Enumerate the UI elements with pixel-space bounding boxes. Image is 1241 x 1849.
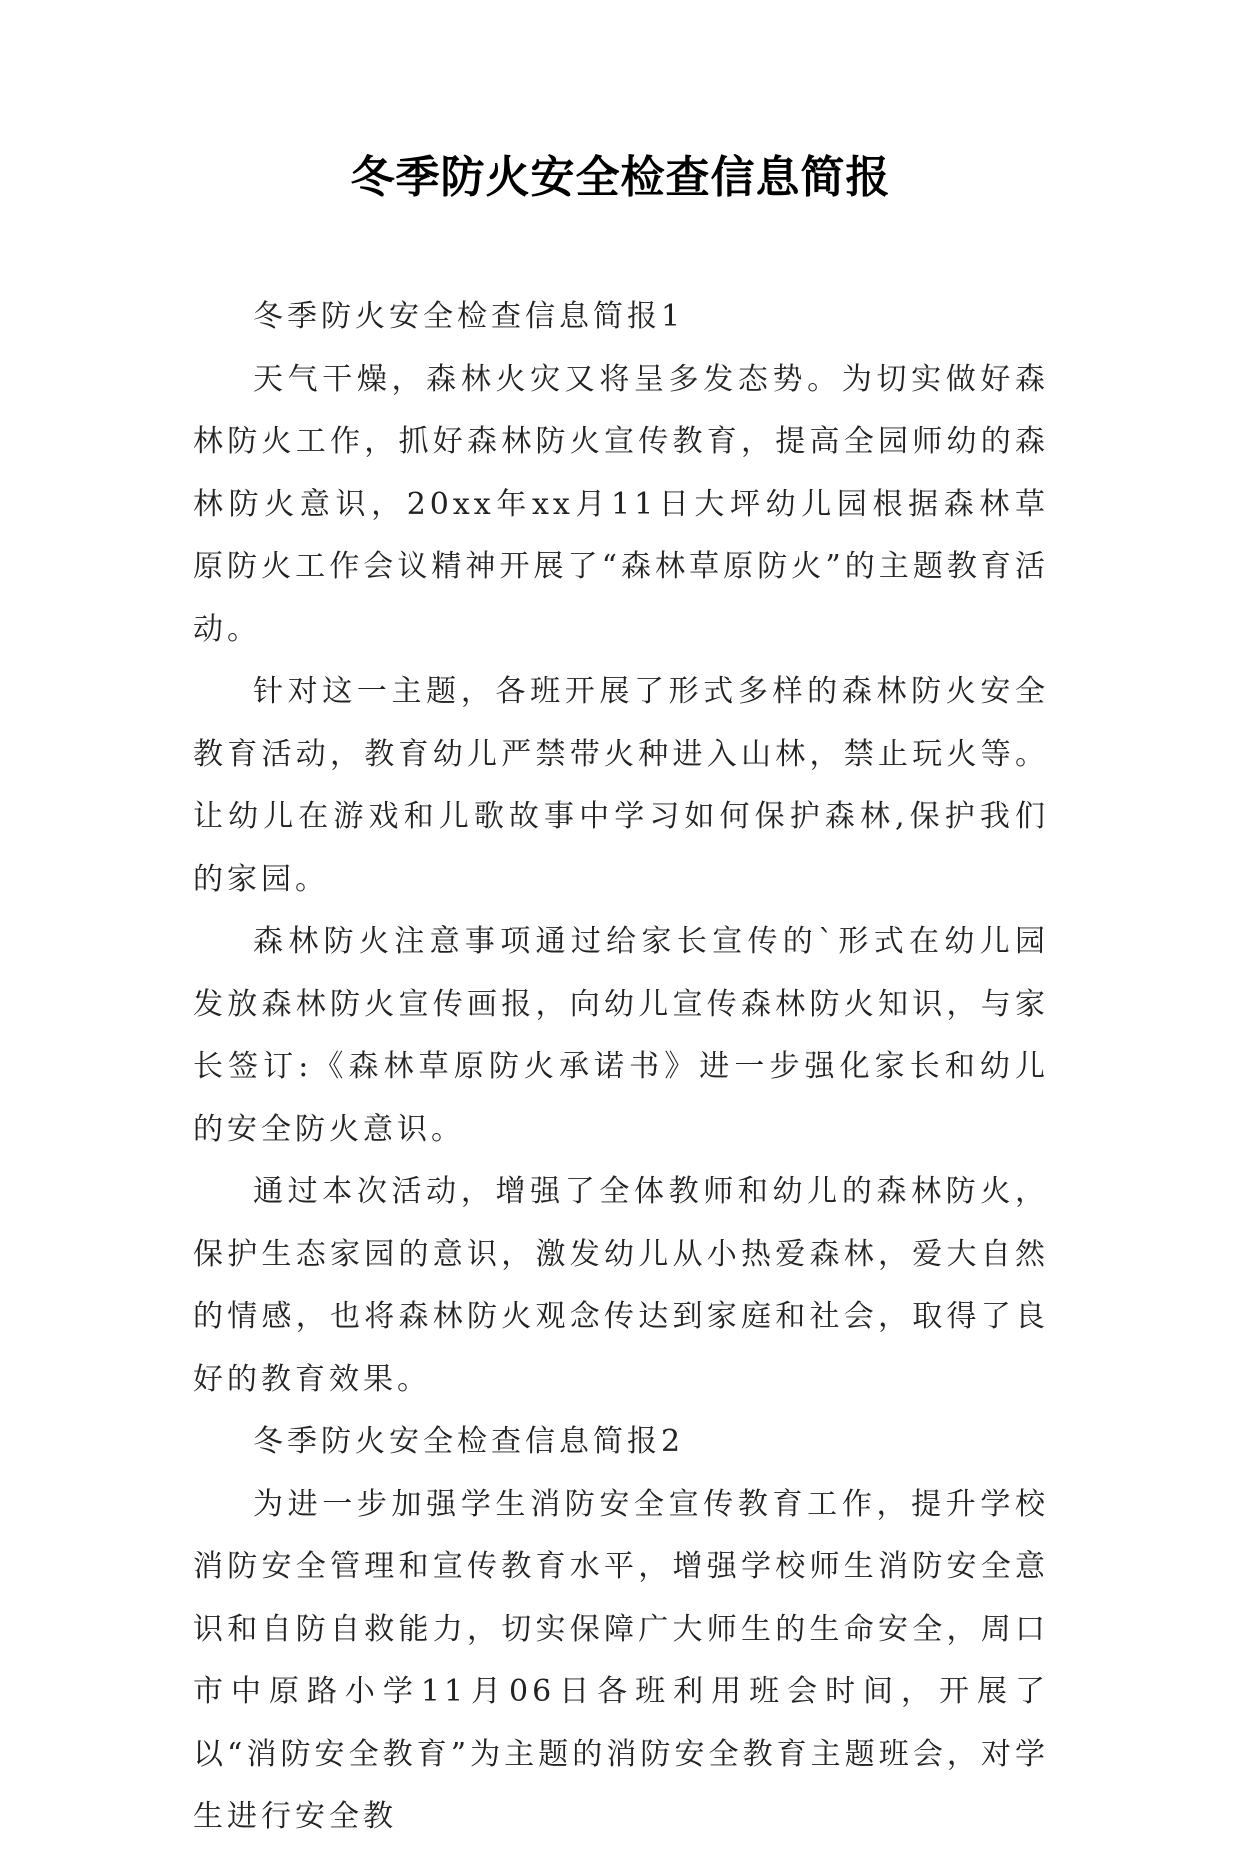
paragraph: 天气干燥，森林火灾又将呈多发态势。为切实做好森林防火工作，抓好森林防火宣传教育，提高全园师幼的森林防火意识，20xx年xx月11日大坪幼儿园根据森林草原防火工作会议精神开展了“森林草原防火”的主题教育活动。 <box>193 361 1049 647</box>
paragraph: 通过本次活动，增强了全体教师和幼儿的森林防火，保护生态家园的意识，激发幼儿从小热爱森林，爱大自然的情感，也将森林防火观念传达到家庭和社会，取得了良好的教育效果。 <box>193 1174 1049 1397</box>
document-title: 冬季防火安全检查信息简报 <box>350 152 891 203</box>
paragraph: 针对这一主题，各班开展了形式多样的森林防火安全教育活动，教育幼儿严禁带火种进入山林，禁止玩火等。让幼儿在游戏和儿歌故事中学习如何保护森林,保护我们的家园。 <box>193 674 1049 897</box>
paragraph: 为进一步加强学生消防安全宣传教育工作，提升学校消防安全管理和宣传教育水平，增强学校师生消防安全意识和自防自救能力，切实保障广大师生的生命安全，周口市中原路小学11月06日各班利用班会时间，开展了以“消防安全教育”为主题的消防安全教育主题班会，对学生进行安全教 <box>193 1486 1049 1834</box>
section-heading-2: 冬季防火安全检查信息简报2 <box>253 1424 685 1459</box>
section-heading-1: 冬季防火安全检查信息简报1 <box>253 299 685 334</box>
document-body <box>193 286 1049 1849</box>
paragraph: 森林防火注意事项通过给家长宣传的`形式在幼儿园发放森林防火宣传画报，向幼儿宣传森林防火知识，与家长签订:《森林草原防火承诺书》进一步强化家长和幼儿的安全防火意识。 <box>193 924 1049 1147</box>
